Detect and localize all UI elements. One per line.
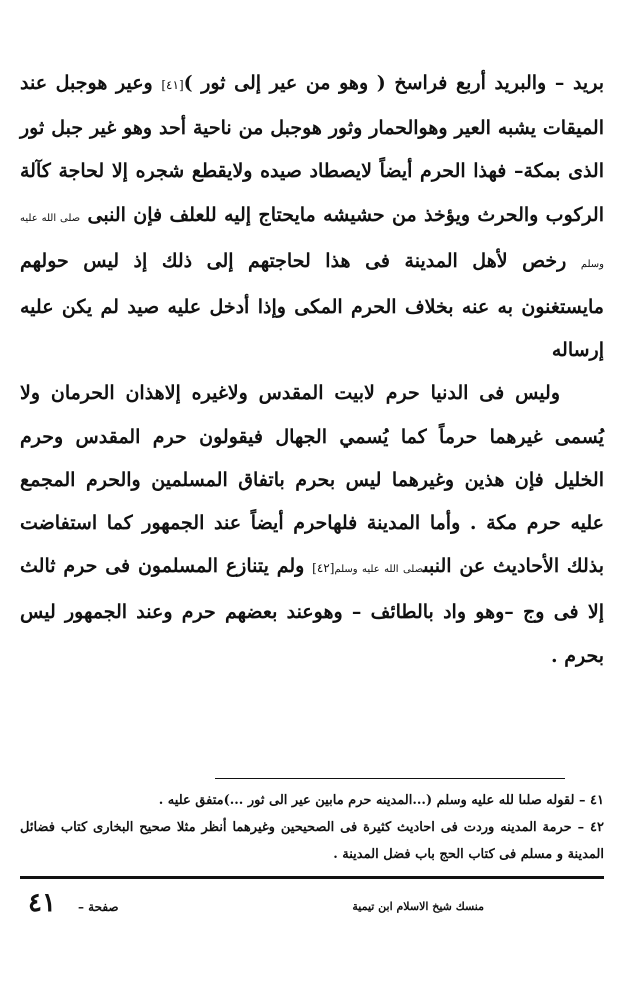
book-title: منسك شيخ الاسلام ابن تيمية	[352, 900, 484, 913]
salla-honorific: صلى الله عليه وسلم	[20, 212, 604, 270]
salla-honorific: صلى الله عليه وسلم	[334, 564, 424, 576]
paragraph-2-part-b: ولم يتنازع المسلمون فى حرم ثالث إلا فى وج –وهو واد بالطائف – وهوعند بعضهم حرم وعند الجمهور ليس بحرم .	[20, 555, 604, 667]
page-number: ٤١	[28, 888, 56, 918]
paragraph-2-part-a: وليس فى الدنيا حرم لابيت المقدس ولاغيره إلاهذان الحرمان ولا يُسمى غيرهما حرماً كما يُسمي الجهال فيقولون حرم المقدس وحرم الخليل فإن هذين وغيرهما ليس بحرم باتفاق المسلمين والحرم المجمع عليه حرم مكة . وأما المدينة فلهاحرم أيضاً عند الجمهور كما استفاضت بذلك الأحاديث عن النبى	[20, 382, 604, 578]
footer-divider	[20, 876, 604, 879]
footnotes	[20, 787, 604, 868]
page-label: صفحة –	[78, 900, 119, 914]
main-text	[20, 62, 604, 678]
paragraph-2	[20, 372, 604, 677]
footnote-divider	[215, 778, 565, 779]
footnote-ref-42[interactable]: [٤٢]	[312, 561, 335, 576]
paragraph-1	[20, 62, 604, 372]
paragraph-1-part-c: رخص لأهل المدينة فى هذا لحاجتهم إلى ذلك إذ ليس حولهم مايستغنون به عنه بخلاف الحرم المكى وإذا أدخل عليه صيد لم يكن عليه إرساله	[20, 249, 604, 362]
page-footer	[20, 888, 604, 922]
footnote-41: ٤١ – لقوله صلىا لله عليه وسلم (...المدينه حرم مابين عير الى ثور ...)متفق عليه .	[158, 793, 604, 808]
paragraph-1-part-a: بريد – والبريد أربع فراسخ ( وهو من عير إلى ثور )	[183, 72, 604, 94]
paragraph-1-part-b: وعير هوجبل عند الميقات يشبه العير وهوالحمار وثور هوجبل من ناحية أحد وهو غير جبل ثور الذى بمكة– فهذا الحرم أيضاً لايصطاد صيده ولايقطع شجره إلا لحاجة كآلة الركوب والحرث ويؤخذ من حشيشه مايحتاج إليه للعلف فإن النبى	[20, 72, 604, 226]
footnote-42: ٤٢ – حرمة المدينه وردت فى احاديث كثيرة فى الصحيحين وغيرهما أنظر مثلا صحيح البخارى كتاب فضائل المدينة و مسلم فى كتاب الحج باب فضل المدينة .	[20, 820, 604, 862]
footnote-ref-41[interactable]: [٤١]	[161, 78, 184, 92]
